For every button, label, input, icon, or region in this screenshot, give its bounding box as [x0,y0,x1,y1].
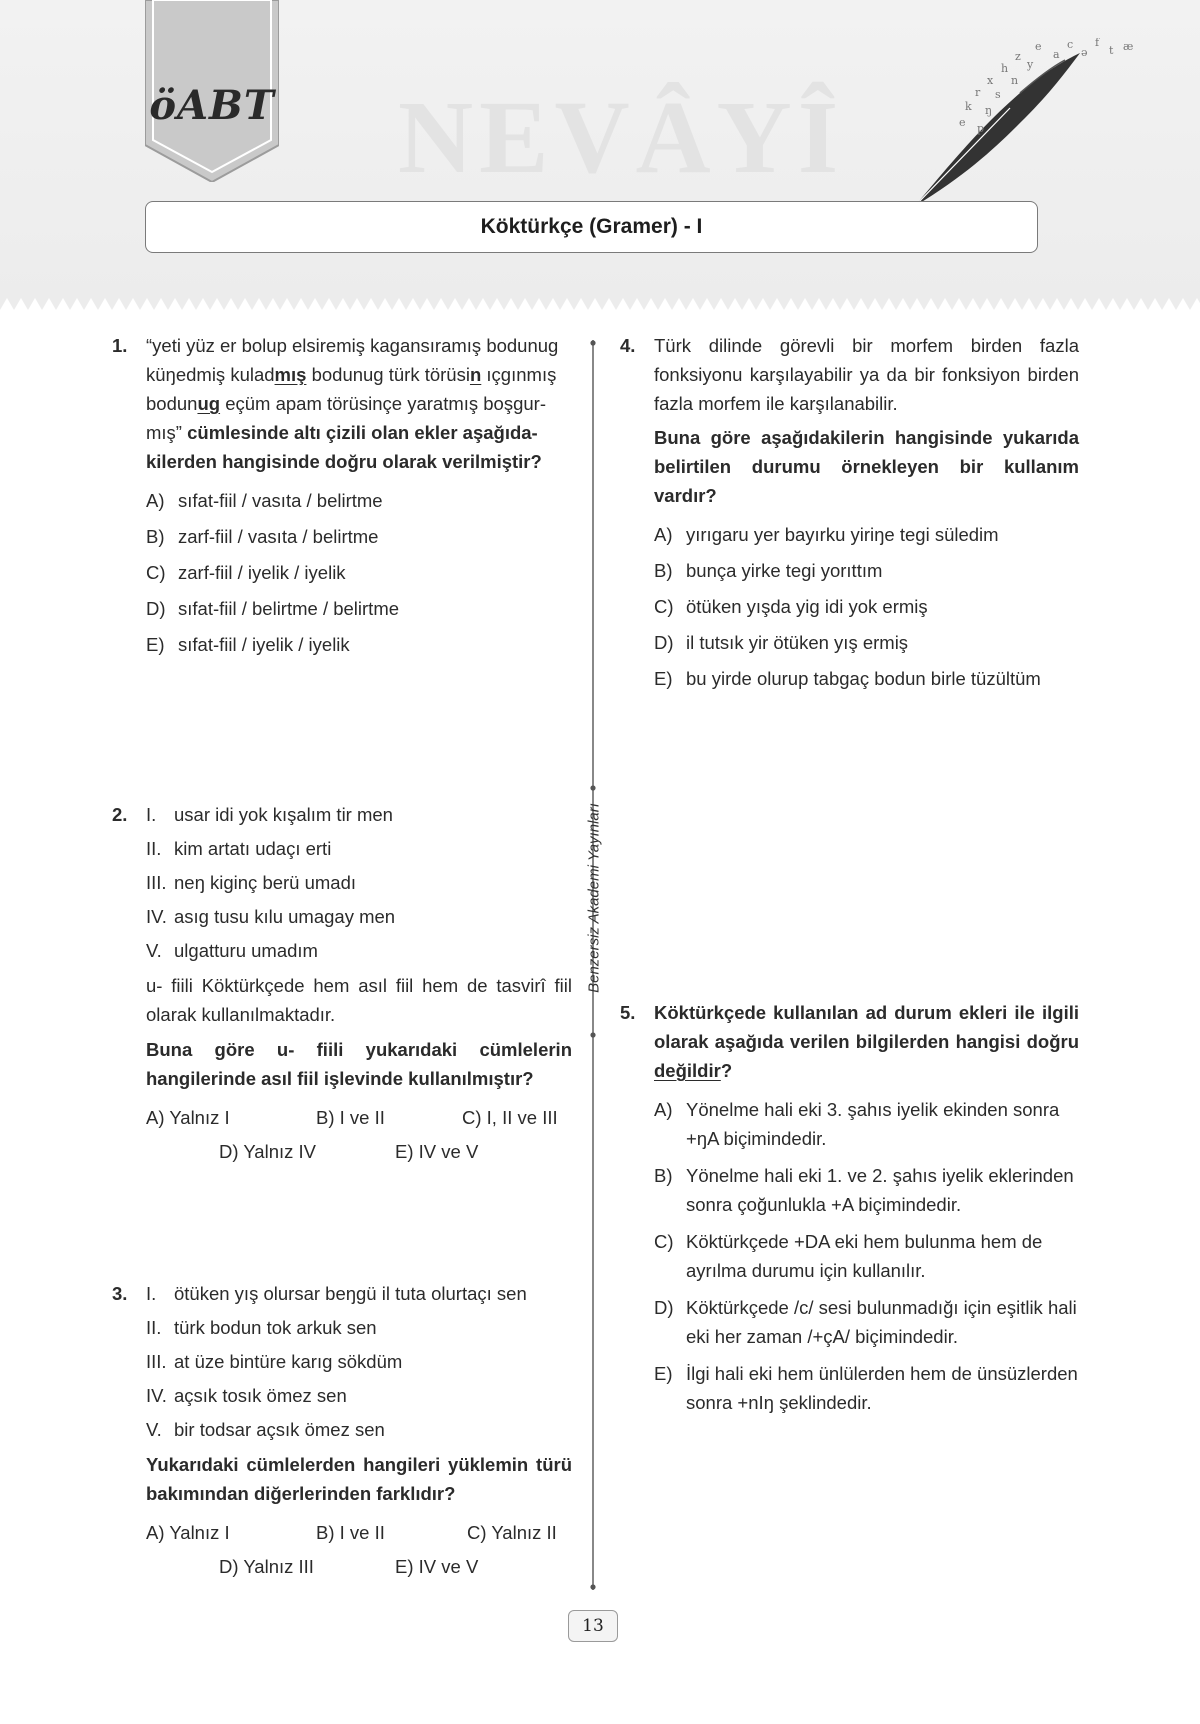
question-stem: “yeti yüz er bolup elsiremiş kagansıramış bodunug küŋedmiş kuladmış bodunug türk törüsin ıçgınmış bodunug eçüm apam törüsinçe yaratmış boşgur- mış” cümlesinde altı çizili olan ekler aşağıda- kilerden hangisinde doğru olarak verilmiştir? [146,335,559,472]
svg-text:k: k [965,100,972,113]
answer-options [146,486,576,659]
answer-option[interactable]: A) sıfat-fiil / vasıta / belirtme [146,490,383,511]
question-number: 4. [620,335,636,356]
answer-option[interactable]: C) zarf-fiil / iyelik / iyelik [146,562,346,583]
answer-option[interactable]: A) yırıgaru yer bayırku yiriŋe tegi süledim [654,524,999,545]
list-item: III. at üze bintüre karıg sökdüm [146,1351,403,1372]
answer-option[interactable]: C) Yalnız II [467,1522,557,1543]
answer-option[interactable]: D) Yalnız IV [219,1141,317,1162]
question-number: 2. [112,804,128,825]
question-2 [112,800,572,1171]
svg-text:æ: æ [1123,40,1134,53]
list-item: III. neŋ kiginç berü umadı [146,872,357,893]
answer-options [146,1103,572,1171]
list-item: I. ötüken yış olursar beŋgü il tuta olurtaçı sen [146,1283,527,1304]
svg-text:p: p [977,122,985,135]
answer-option[interactable]: B) bunça yirke tegi yorıttım [654,560,883,581]
svg-text:s: s [995,88,1001,101]
question-number: 5. [620,1002,636,1023]
question-info: Türk dilinde görevli bir morfem birden fazla fonksiyonu karşılayabilir ya da bir fonksiyon birden fazla morfem ile karşılanabilir. [654,335,1079,414]
question-prompt: Buna göre aşağıdakilerin hangisinde yukarıda belirtilen durumu örnekleyen bir kullanım vardır? [654,427,1079,506]
svg-text:h: h [1001,62,1009,75]
svg-text:r: r [975,86,981,99]
underlined-suffix: mış [274,364,307,385]
question-5 [620,998,1079,1425]
question-prompt: Köktürkçede kullanılan ad durum ekleri ile ilgili olarak aşağıda verilen bilgilerden hangisi doğru değildir? [654,1002,1079,1081]
answer-option[interactable]: E) IV ve V [395,1556,479,1577]
question-number: 3. [112,1283,128,1304]
question-info: u- fiili Köktürkçede hem asıl fiil hem de tasvirî fiil olarak kullanılmaktadır. [146,975,572,1025]
answer-option[interactable]: D) sıfat-fiil / belirtme / belirtme [146,598,400,619]
svg-text:c: c [1067,38,1074,51]
question-3 [112,1279,572,1586]
answer-option[interactable]: A) Yalnız I [146,1522,230,1543]
list-item: IV. asıg tusu kılu umagay men [146,906,396,927]
question-prompt: Yukarıdaki cümlelerden hangileri yüklemin türü bakımından diğerlerinden farklıdır? [146,1454,572,1504]
question-4 [620,331,1079,700]
feather-icon [915,38,1140,208]
answer-options [654,520,1079,693]
answer-option[interactable]: B) Yönelme hali eki 1. ve 2. şahıs iyelik eklerinden sonra çoğunlukla +A biçimindedir. [654,1165,1074,1215]
answer-options [146,1518,572,1586]
list-item: I. usar idi yok kışalım tir men [146,804,393,825]
answer-option[interactable]: C) ötüken yışda yig idi yok ermiş [654,596,928,617]
answer-option[interactable]: E) İlgi hali eki hem ünlülerden hem de ünsüzlerden sonra +nIŋ şeklindedir. [654,1363,1078,1413]
svg-text:z: z [1015,50,1021,63]
answer-option[interactable]: B) I ve II [316,1522,385,1543]
answer-option[interactable]: B) zarf-fiil / vasıta / belirtme [146,526,379,547]
svg-text:ŋ: ŋ [985,104,993,117]
roman-list [146,800,572,965]
page-header [0,0,1200,310]
roman-list [146,1279,572,1444]
answer-option[interactable]: A) Yalnız I [146,1107,230,1128]
answer-option[interactable]: E) bu yirde olurup tabgaç bodun birle tüzültüm [654,668,1041,689]
svg-text:n: n [1011,74,1019,87]
answer-option[interactable]: C) Köktürkçede +DA eki hem bulunma hem de ayrılma durumu için kullanılır. [654,1231,1043,1281]
answer-option[interactable]: A) Yönelme hali eki 3. şahıs iyelik ekinden sonra +ŋA biçimindedir. [654,1099,1060,1149]
svg-text:y: y [1027,58,1034,71]
section-title: Köktürkçe (Gramer) - I [145,201,1038,253]
page-number: 13 [568,1610,618,1642]
answer-options [654,1095,1079,1417]
underlined-suffix: ug [197,393,221,414]
svg-text:f: f [1095,38,1100,49]
svg-text:e: e [959,116,966,129]
svg-text:x: x [987,74,994,87]
question-number: 1. [112,335,128,356]
list-item: II. kim artatı udaçı erti [146,838,332,859]
list-item: V. ulgatturu umadım [146,940,318,961]
list-item: II. türk bodun tok arkuk sen [146,1317,377,1338]
svg-text:a: a [1053,48,1060,61]
zigzag-border [0,286,1200,310]
svg-text:e: e [1035,40,1042,53]
answer-option[interactable]: B) I ve II [316,1107,385,1128]
brand-watermark: NEVÂYÎ [398,80,845,195]
question-prompt: Buna göre u- fiili yukarıdaki cümlelerin hangilerinde asıl fiil işlevinde kullanılmıştır? [146,1039,572,1089]
svg-text:t: t [1109,44,1114,57]
publisher-side-label: Benzersiz Akademi Yayınları [585,803,603,993]
answer-option[interactable]: E) IV ve V [395,1141,479,1162]
badge-logo-text: öABT [149,82,275,129]
list-item: IV. açsık tosık ömez sen [146,1385,347,1406]
underlined-suffix: n [469,364,482,385]
answer-option[interactable]: D) il tutsık yir ötüken yış ermiş [654,632,909,653]
answer-option[interactable]: E) sıfat-fiil / iyelik / iyelik [146,634,350,655]
question-1 [112,331,576,666]
svg-text:ə: ə [1081,46,1088,59]
answer-option[interactable]: D) Yalnız III [219,1556,314,1577]
answer-option[interactable]: D) Köktürkçede /c/ sesi bulunmadığı için eşitlik hali eki her zaman /+çA/ biçimindedir. [654,1297,1077,1347]
list-item: V. bir todsar açsık ömez sen [146,1419,385,1440]
underlined-word: değildir [654,1060,721,1081]
answer-option[interactable]: C) I, II ve III [462,1107,558,1128]
